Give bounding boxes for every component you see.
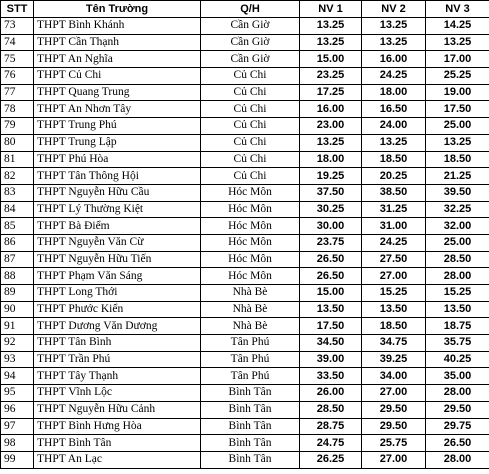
cell-nv3: 14.25: [426, 18, 489, 35]
cell-nv2: 24.00: [362, 118, 426, 135]
cell-district: Hóc Môn: [201, 268, 300, 285]
cell-nv2: 29.50: [362, 401, 426, 418]
cell-nv2: 18.00: [362, 84, 426, 101]
cell-nv2: 13.50: [362, 301, 426, 318]
cell-school-name: THPT An Nhơn Tây: [34, 101, 201, 118]
cell-nv1: 16.00: [300, 101, 362, 118]
cell-stt: 98: [1, 435, 34, 452]
cell-district: Tân Phú: [201, 351, 300, 368]
cell-district: Bình Tân: [201, 418, 300, 435]
cell-nv3: 13.25: [426, 134, 489, 151]
header-nv1: NV 1: [300, 1, 362, 18]
table-row: [1, 84, 489, 101]
cell-stt: 93: [1, 351, 34, 368]
table-row: [1, 451, 489, 468]
cell-nv3: 19.00: [426, 84, 489, 101]
cell-nv3: 15.25: [426, 285, 489, 302]
cell-nv3: 13.25: [426, 34, 489, 51]
cell-stt: 99: [1, 451, 34, 468]
table-row: [1, 385, 489, 402]
cell-nv3: 35.75: [426, 335, 489, 352]
cell-school-name: THPT Long Thới: [34, 285, 201, 302]
cell-school-name: THPT An Nghĩa: [34, 51, 201, 68]
cell-stt: 78: [1, 101, 34, 118]
cell-nv2: 18.50: [362, 318, 426, 335]
cell-district: Hóc Môn: [201, 251, 300, 268]
cell-nv1: 17.50: [300, 318, 362, 335]
cell-nv1: 13.25: [300, 18, 362, 35]
cell-district: Củ Chi: [201, 68, 300, 85]
cell-nv2: 24.25: [362, 234, 426, 251]
cell-nv3: 28.00: [426, 385, 489, 402]
cell-nv3: 25.25: [426, 68, 489, 85]
cell-school-name: THPT Bà Điểm: [34, 218, 201, 235]
table-row: [1, 335, 489, 352]
cell-district: Củ Chi: [201, 84, 300, 101]
cell-nv1: 26.50: [300, 251, 362, 268]
cell-nv2: 20.25: [362, 168, 426, 185]
cell-school-name: THPT Cần Thạnh: [34, 34, 201, 51]
cell-school-name: THPT Trần Phú: [34, 351, 201, 368]
cell-nv1: 30.00: [300, 218, 362, 235]
cell-nv1: 24.75: [300, 435, 362, 452]
cell-school-name: THPT Nguyễn Hữu Tiến: [34, 251, 201, 268]
cell-nv1: 23.00: [300, 118, 362, 135]
cell-nv1: 39.00: [300, 351, 362, 368]
cell-nv1: 19.25: [300, 168, 362, 185]
cell-stt: 82: [1, 168, 34, 185]
cell-nv2: 34.00: [362, 368, 426, 385]
cell-school-name: THPT Trung Phú: [34, 118, 201, 135]
cell-nv3: 17.50: [426, 101, 489, 118]
table-row: [1, 285, 489, 302]
cell-nv1: 18.00: [300, 151, 362, 168]
cell-stt: 75: [1, 51, 34, 68]
cell-nv3: 35.00: [426, 368, 489, 385]
cell-school-name: THPT Phú Hòa: [34, 151, 201, 168]
cell-stt: 92: [1, 335, 34, 352]
cell-nv1: 23.75: [300, 234, 362, 251]
cell-nv3: 32.00: [426, 218, 489, 235]
cell-nv3: 29.50: [426, 401, 489, 418]
header-district: Q/H: [201, 1, 300, 18]
cell-nv3: 39.50: [426, 184, 489, 201]
cell-school-name: THPT Củ Chi: [34, 68, 201, 85]
cell-school-name: THPT Bình Tân: [34, 435, 201, 452]
cell-school-name: THPT An Lạc: [34, 451, 201, 468]
cell-nv1: 28.50: [300, 401, 362, 418]
cell-district: Cần Giờ: [201, 18, 300, 35]
table-row: [1, 301, 489, 318]
cell-nv1: 37.50: [300, 184, 362, 201]
cell-school-name: THPT Dương Văn Dương: [34, 318, 201, 335]
cell-nv1: 26.25: [300, 451, 362, 468]
cell-stt: 94: [1, 368, 34, 385]
cell-nv3: 18.75: [426, 318, 489, 335]
table-row: [1, 51, 489, 68]
cell-stt: 96: [1, 401, 34, 418]
cell-district: Bình Tân: [201, 451, 300, 468]
cell-district: Hóc Môn: [201, 234, 300, 251]
header-nv3: NV 3: [426, 1, 489, 18]
table-row: [1, 101, 489, 118]
cell-nv3: 40.25: [426, 351, 489, 368]
table-row: [1, 18, 489, 35]
cell-nv1: 13.25: [300, 34, 362, 51]
cell-nv1: 13.50: [300, 301, 362, 318]
cell-stt: 84: [1, 201, 34, 218]
cell-nv2: 31.00: [362, 218, 426, 235]
table-row: [1, 184, 489, 201]
cell-school-name: THPT Trung Lập: [34, 134, 201, 151]
table-row: [1, 68, 489, 85]
cell-nv2: 27.00: [362, 268, 426, 285]
table-row: [1, 201, 489, 218]
cell-district: Củ Chi: [201, 134, 300, 151]
cell-stt: 83: [1, 184, 34, 201]
cell-school-name: THPT Nguyễn Hữu Cầu: [34, 184, 201, 201]
cell-nv3: 28.00: [426, 268, 489, 285]
cell-school-name: THPT Phước Kiển: [34, 301, 201, 318]
cell-stt: 97: [1, 418, 34, 435]
table-body: [1, 18, 489, 469]
cell-school-name: THPT Nguyễn Văn Cừ: [34, 234, 201, 251]
cell-nv3: 26.50: [426, 435, 489, 452]
cell-school-name: THPT Phạm Văn Sáng: [34, 268, 201, 285]
cell-nv1: 34.50: [300, 335, 362, 352]
cell-school-name: THPT Nguyễn Hữu Cảnh: [34, 401, 201, 418]
table-row: [1, 118, 489, 135]
table-row: [1, 151, 489, 168]
cell-nv1: 17.25: [300, 84, 362, 101]
cell-nv1: 13.25: [300, 134, 362, 151]
table-row: [1, 168, 489, 185]
table-row: [1, 351, 489, 368]
cell-stt: 89: [1, 285, 34, 302]
cell-nv2: 39.25: [362, 351, 426, 368]
cell-district: Củ Chi: [201, 168, 300, 185]
cell-nv3: 32.25: [426, 201, 489, 218]
cell-stt: 88: [1, 268, 34, 285]
cell-nv2: 13.25: [362, 34, 426, 51]
cell-district: Cần Giờ: [201, 34, 300, 51]
cell-district: Hóc Môn: [201, 201, 300, 218]
cell-nv2: 27.00: [362, 385, 426, 402]
cell-district: Bình Tân: [201, 401, 300, 418]
table-row: [1, 318, 489, 335]
cell-nv1: 28.75: [300, 418, 362, 435]
cell-district: Nhà Bè: [201, 285, 300, 302]
cell-district: Củ Chi: [201, 118, 300, 135]
cell-nv1: 15.00: [300, 285, 362, 302]
cell-district: Bình Tân: [201, 435, 300, 452]
cell-nv2: 16.50: [362, 101, 426, 118]
cell-district: Cần Giờ: [201, 51, 300, 68]
cell-nv1: 26.50: [300, 268, 362, 285]
cell-nv2: 29.50: [362, 418, 426, 435]
cell-nv3: 29.75: [426, 418, 489, 435]
cell-nv3: 25.00: [426, 118, 489, 135]
table-header: [1, 1, 489, 18]
cell-district: Củ Chi: [201, 151, 300, 168]
cell-district: Tân Phú: [201, 368, 300, 385]
cell-district: Hóc Môn: [201, 184, 300, 201]
cell-nv3: 17.00: [426, 51, 489, 68]
cell-nv3: 25.00: [426, 234, 489, 251]
cell-stt: 73: [1, 18, 34, 35]
table-row: [1, 368, 489, 385]
cell-school-name: THPT Tây Thạnh: [34, 368, 201, 385]
cell-district: Nhà Bè: [201, 318, 300, 335]
cell-stt: 77: [1, 84, 34, 101]
cell-nv3: 28.00: [426, 451, 489, 468]
cell-district: Bình Tân: [201, 385, 300, 402]
cell-nv2: 18.50: [362, 151, 426, 168]
cell-nv3: 21.25: [426, 168, 489, 185]
cell-nv2: 27.50: [362, 251, 426, 268]
cell-stt: 85: [1, 218, 34, 235]
header-nv2: NV 2: [362, 1, 426, 18]
cell-nv3: 18.50: [426, 151, 489, 168]
cell-school-name: THPT Tân Bình: [34, 335, 201, 352]
cell-district: Củ Chi: [201, 101, 300, 118]
cell-nv2: 24.25: [362, 68, 426, 85]
cell-school-name: THPT Vĩnh Lộc: [34, 385, 201, 402]
cell-nv2: 27.00: [362, 451, 426, 468]
table-row: [1, 435, 489, 452]
cell-stt: 76: [1, 68, 34, 85]
table-row: [1, 34, 489, 51]
table-row: [1, 418, 489, 435]
cell-nv3: 13.50: [426, 301, 489, 318]
cell-stt: 79: [1, 118, 34, 135]
header-school-name: Tên Trường: [34, 1, 201, 18]
cell-district: Nhà Bè: [201, 301, 300, 318]
cell-school-name: THPT Quang Trung: [34, 84, 201, 101]
cell-nv1: 33.50: [300, 368, 362, 385]
cell-nv2: 13.25: [362, 18, 426, 35]
cell-stt: 80: [1, 134, 34, 151]
table-row: [1, 134, 489, 151]
cell-district: Tân Phú: [201, 335, 300, 352]
cell-nv2: 38.50: [362, 184, 426, 201]
header-stt: STT: [1, 1, 34, 18]
table-row: [1, 268, 489, 285]
header-row: [1, 1, 489, 18]
cell-stt: 81: [1, 151, 34, 168]
cell-nv2: 16.00: [362, 51, 426, 68]
table-row: [1, 218, 489, 235]
cell-nv2: 13.25: [362, 134, 426, 151]
cell-school-name: THPT Bình Hưng Hòa: [34, 418, 201, 435]
cell-nv1: 26.00: [300, 385, 362, 402]
cell-school-name: THPT Bình Khánh: [34, 18, 201, 35]
cell-district: Hóc Môn: [201, 218, 300, 235]
cell-stt: 87: [1, 251, 34, 268]
cell-nv3: 28.50: [426, 251, 489, 268]
table-row: [1, 401, 489, 418]
cell-stt: 91: [1, 318, 34, 335]
cell-stt: 90: [1, 301, 34, 318]
cell-stt: 95: [1, 385, 34, 402]
cell-nv2: 34.75: [362, 335, 426, 352]
cell-stt: 74: [1, 34, 34, 51]
cell-school-name: THPT Lý Thường Kiệt: [34, 201, 201, 218]
cell-nv1: 23.25: [300, 68, 362, 85]
cell-stt: 86: [1, 234, 34, 251]
cell-nv2: 31.25: [362, 201, 426, 218]
table-row: [1, 251, 489, 268]
table-row: [1, 234, 489, 251]
cell-nv2: 15.25: [362, 285, 426, 302]
cell-school-name: THPT Tân Thông Hội: [34, 168, 201, 185]
cell-nv2: 25.75: [362, 435, 426, 452]
cell-nv1: 15.00: [300, 51, 362, 68]
cell-nv1: 30.25: [300, 201, 362, 218]
